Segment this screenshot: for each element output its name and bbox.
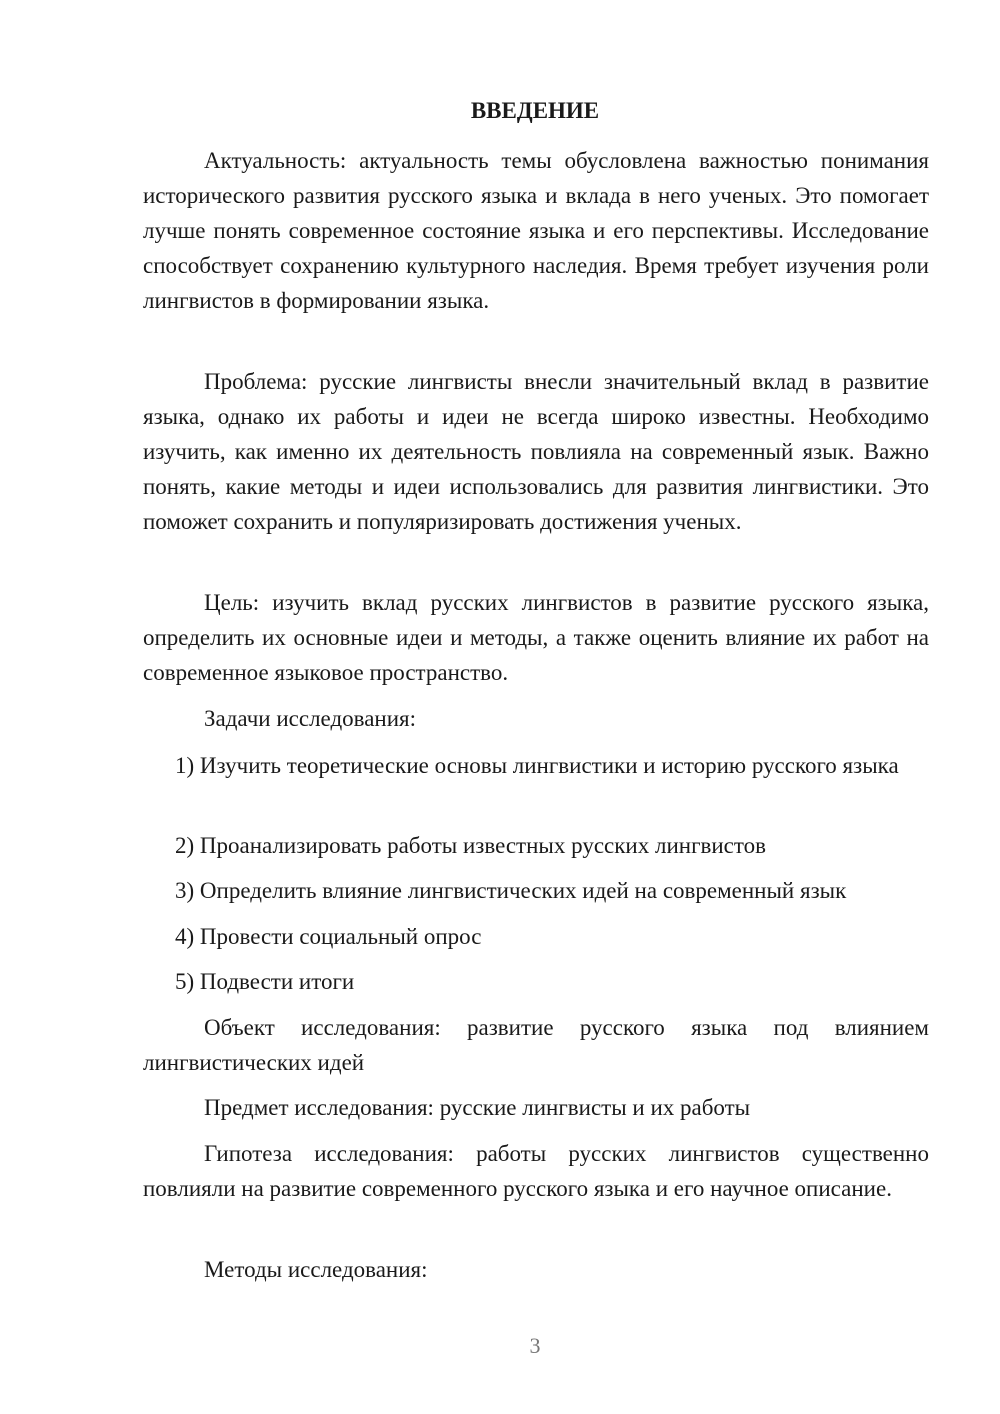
task-item-5: 5) Подвести итоги <box>175 969 355 994</box>
paragraph-problem: Проблема: русские лингвисты внесли значительный вклад в развитие языка, однако их работы и идеи не всегда широко известны. Необходимо изучить, как именно их деятельность повлияла на современный язык. Важно понять, какие методы и идеи использовались для развития лингвистики. Это поможет сохранить и популяризировать достижения ученых. <box>143 369 929 534</box>
task-item-4: 4) Провести социальный опрос <box>175 924 482 949</box>
task-item-2: 2) Проанализировать работы известных русских лингвистов <box>175 833 766 858</box>
task-item-3: 3) Определить влияние лингвистических идей на современный язык <box>175 878 847 903</box>
page-number: 3 <box>529 1333 541 1358</box>
paragraph-goal: Цель: изучить вклад русских лингвистов в развитие русского языка, определить их основные идеи и методы, а также оценить влияние их работ на современное языковое пространство. <box>143 590 929 685</box>
task-item-1: 1) Изучить теоретические основы лингвистики и историю русского языка <box>175 753 899 778</box>
paragraph-methods: Методы исследования: <box>204 1257 428 1282</box>
paragraph-object: Объект исследования: развитие русского языка под влиянием лингвистических идей <box>143 1015 929 1075</box>
paragraph-subject: Предмет исследования: русские лингвисты и их работы <box>204 1095 751 1120</box>
paragraph-hypothesis: Гипотеза исследования: работы русских лингвистов существенно повлияли на развитие современного русского языка и его научное описание. <box>143 1141 929 1201</box>
paragraph-tasks-heading: Задачи исследования: <box>204 706 417 731</box>
paragraph-relevance: Актуальность: актуальность темы обусловлена важностью понимания исторического развития русского языка и вклада в него ученых. Это помогает лучше понять современное состояние языка и его перспективы. Исследование способствует сохранению культурного наследия. Время требует изучения роли лингвистов в формировании языка. <box>143 148 929 313</box>
page-title: ВВЕДЕНИЕ <box>470 98 600 123</box>
